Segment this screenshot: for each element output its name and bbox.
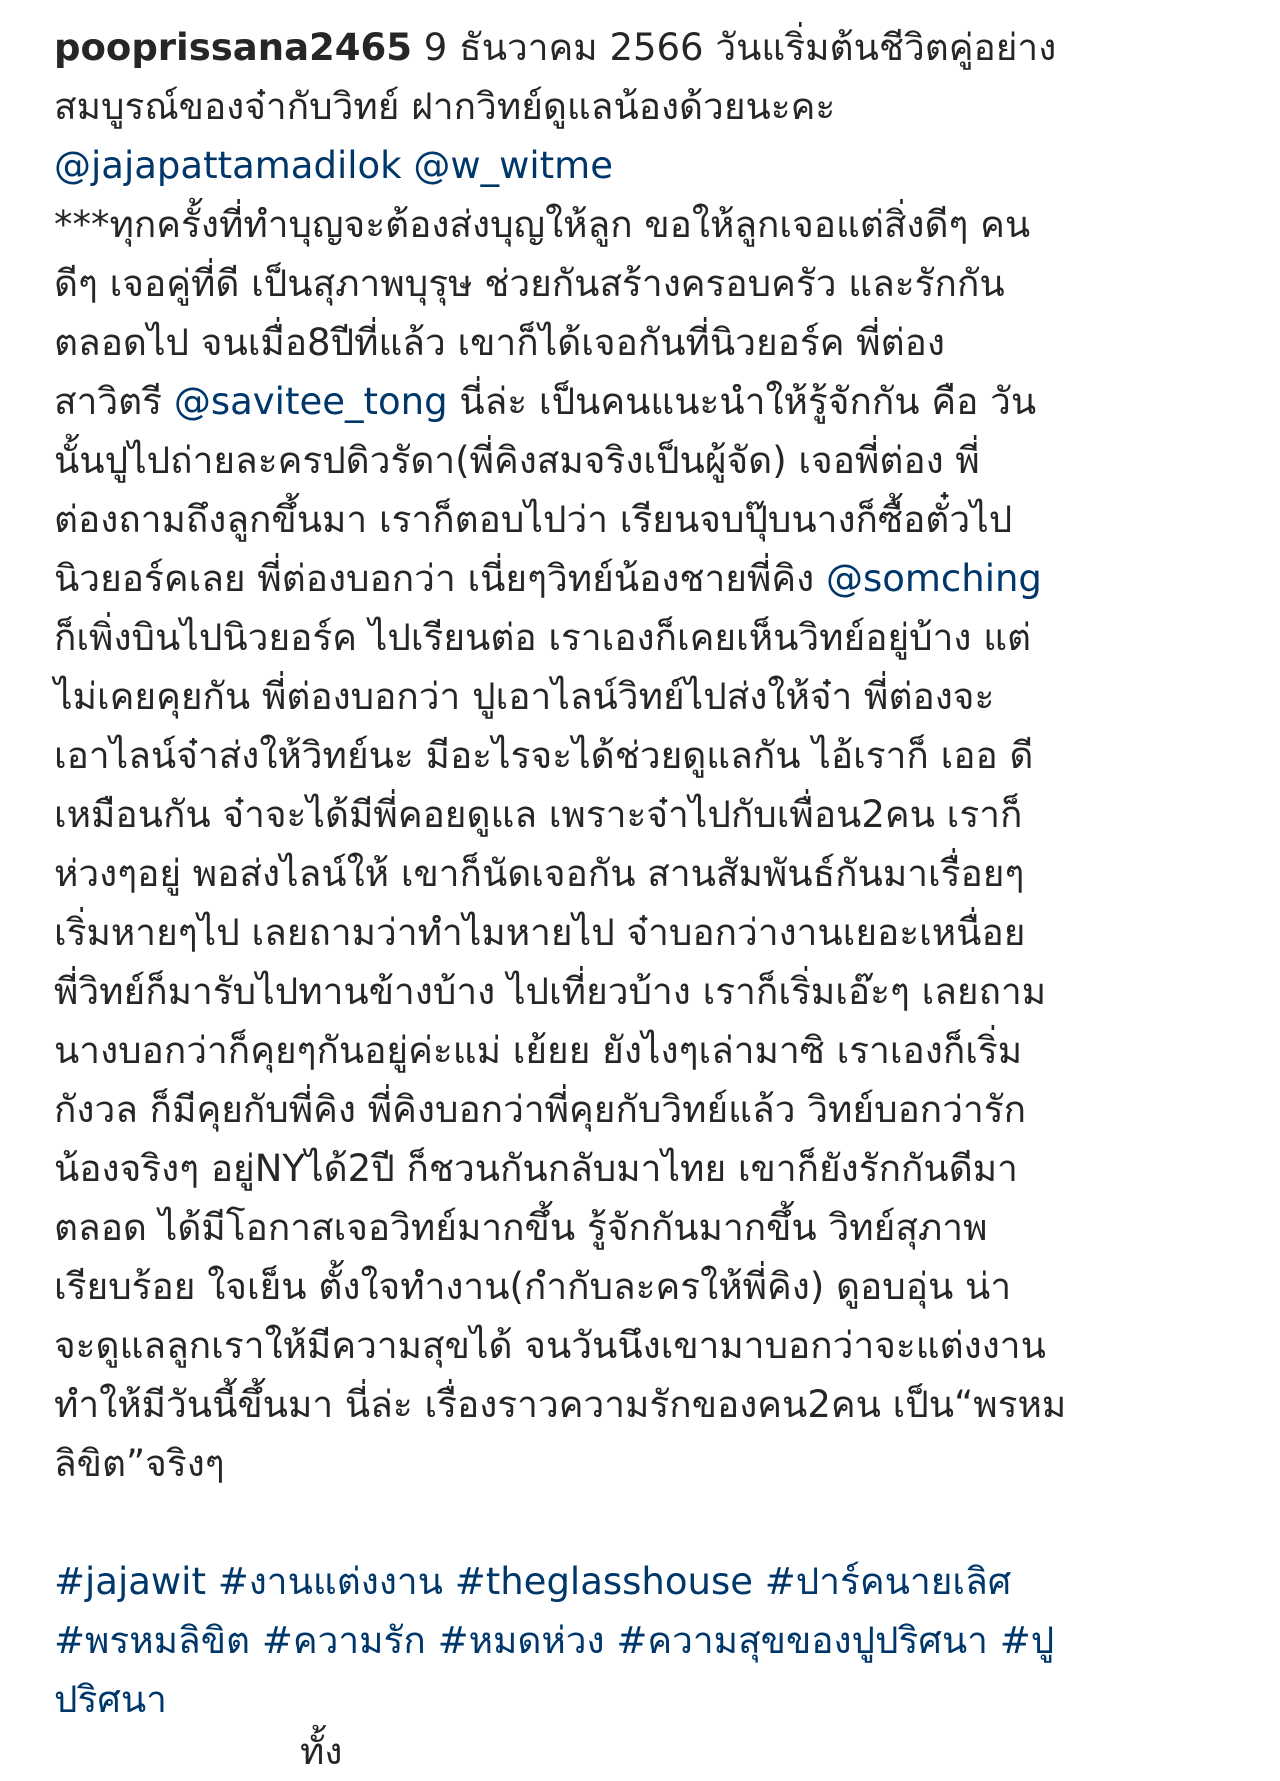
caption-line [54,785,1234,844]
caption-text: นั้นปูไปถ่ายละครปดิวรัดา(พี่คิงสมจริงเป็นผู้จัด) เจอพี่ต่อง พี่ [54,439,980,482]
hashtag-line [54,1670,1234,1729]
caption-line [54,431,1234,490]
caption-text: ต่องถามถึงลูกขึ้นมา เราก็ตอบไปว่า เรียนจบปุ๊บนางก็ซื้อตั๋วไป [54,498,1013,541]
caption-text: นี่ล่ะ เป็นคนแนะนำให้รู้จักกัน คือ วัน [447,380,1037,423]
caption-text: กังวล ก็มีคุยกับพี่คิง พี่คิงบอกว่าพี่คุยกับวิทย์แล้ว วิทย์บอกว่ารัก [54,1088,1027,1131]
caption-line [54,136,1234,195]
caption-line [54,1021,1234,1080]
hashtag-link[interactable]: #ความรัก [261,1619,426,1662]
caption-line [54,1139,1234,1198]
caption-line [54,195,1234,254]
cutoff-text: ทั้ง [300,1730,343,1773]
caption-line [54,726,1234,785]
caption-line [54,667,1234,726]
caption-text: ลิขิต”จริงๆ [54,1442,225,1485]
caption-text: ***ทุกครั้งที่ทำบุญจะต้องส่งบุญให้ลูก ขอให้ลูกเจอแต่สิ่งดีๆ คน [54,203,1031,246]
caption-text: เริ่มหายๆไป เลยถามว่าทำไมหายไป จ๋าบอกว่างานเยอะเหนื่อย [54,911,1026,954]
caption-text: นิวยอร์คเลย พี่ต่องบอกว่า เนี่ยๆวิทย์น้องชายพี่คิง [54,557,826,600]
caption-line [54,254,1234,313]
caption-text: ดีๆ เจอคู่ที่ดี เป็นสุภาพบุรุษ ช่วยกันสร้างครอบครัว และรักกัน [54,262,1005,305]
caption-line [54,313,1234,372]
caption-text: สาวิตรี [54,380,174,423]
hashtag-line [54,1552,1234,1611]
hashtag-link[interactable]: #ความสุขของปูปริศนา [616,1619,988,1662]
hashtag-link[interactable]: #jajawit [54,1560,206,1603]
caption-text: ตลอดไป จนเมื่อ8ปีที่แล้ว เขาก็ได้เจอกันที่นิวยอร์ค พี่ต่อง [54,321,945,364]
hashtag-link[interactable]: #งานแต่งงาน [217,1560,443,1603]
caption-line [54,372,1234,431]
caption-line [54,1316,1234,1375]
caption-text: ก็เพิ่งบินไปนิวยอร์ค ไปเรียนต่อ เราเองก็เคยเห็นวิทย์อยู่บ้าง แต่ [54,616,1032,659]
hashtag-link[interactable]: #ปู [999,1619,1055,1662]
caption-line [54,608,1234,667]
mention-link[interactable]: @savitee_tong [173,380,448,423]
caption-text [402,144,414,187]
caption-line [54,962,1234,1021]
caption-text: ตลอด ได้มีโอกาสเจอวิทย์มากขึ้น รู้จักกันมากขึ้น วิทย์สุภาพ [54,1206,988,1249]
caption-line [54,903,1234,962]
caption-line [54,490,1234,549]
hashtag-link[interactable]: #หมดห่วง [437,1619,605,1662]
caption-text: นางบอกว่าก็คุยๆกันอยู่ค่ะแม่ เย้ยย ยังไงๆเล่ามาซิ เราเองก็เริ่ม [54,1029,1023,1072]
caption-text: จะดูแลลูกเราให้มีความสุขได้ จนวันนึงเขามาบอกว่าจะแต่งงาน [54,1324,1046,1367]
caption-text: 9 ธันวาคม 2566 วันแริ่มต้นชีวิตคู่อย่าง [412,26,1057,69]
caption-text: เหมือนกัน จ๋าจะได้มีพี่คอยดูแล เพราะจ๋าไปกับเพื่อน2คน เราก็ [54,793,1023,836]
caption-text: เอาไลน์จ๋าส่งให้วิทย์นะ มีอะไรจะได้ช่วยดูแลกัน ไอ้เราก็ เออ ดี [54,734,1034,777]
username-link[interactable]: pooprissana2465 [54,26,413,69]
caption-text: เรียบร้อย ใจเย็น ตั้งใจทำงาน(กำกับละครให้พี่คิง) ดูอบอุ่น น่า [54,1265,1012,1308]
caption-line [54,1080,1234,1139]
caption-text: สมบูรณ์ของจ๋ากับวิทย์ ฝากวิทย์ดูแลน้องด้วยนะคะ [54,85,836,128]
caption-text: น้องจริงๆ อยู่NYได้2ปี ก็ชวนกันกลับมาไทย เขาก็ยังรักกันดีมา [54,1147,1018,1190]
caption-line [54,1375,1234,1434]
caption-line [54,77,1234,136]
caption-text: ทำให้มีวันนี้ขึ้นมา นี่ล่ะ เรื่องราวความรักของคน2คน เป็น“พรหม [54,1383,1067,1426]
caption-line [54,844,1234,903]
mention-link[interactable]: @w_witme [413,144,613,187]
mention-link[interactable]: @somching [825,557,1042,600]
mention-link[interactable]: @jajapattamadilok [54,144,402,187]
hashtag-link[interactable]: #theglasshouse [454,1560,754,1603]
caption-text: ห่วงๆอยู่ พอส่งไลน์ให้ เขาก็นัดเจอกัน สานสัมพันธ์กันมาเรื่อยๆ [54,852,1025,895]
caption-line [54,1198,1234,1257]
caption-text: ไม่เคยคุยกัน พี่ต่องบอกว่า ปูเอาไลน์วิทย์ไปส่งให้จ๋า พี่ต่องจะ [54,675,995,718]
hashtag-link[interactable]: #พรหมลิขิต [54,1619,251,1662]
hashtag-link[interactable]: ปริศนา [54,1678,167,1721]
caption-line [54,1434,1234,1493]
caption-line [54,18,1234,77]
caption-text: พี่วิทย์ก็มารับไปทานข้างบ้าง ไปเที่ยวบ้าง เราก็เริ่มเอ๊ะๆ เลยถาม [54,970,1047,1013]
hashtag-line [54,1611,1234,1670]
next-comment-cutoff [0,1730,1280,1773]
caption-line [54,549,1234,608]
caption-line [54,1257,1234,1316]
hashtag-link[interactable]: #ปาร์คนายเลิศ [764,1560,1012,1603]
caption-spacer [54,1493,1234,1552]
post-caption [54,18,1234,1729]
